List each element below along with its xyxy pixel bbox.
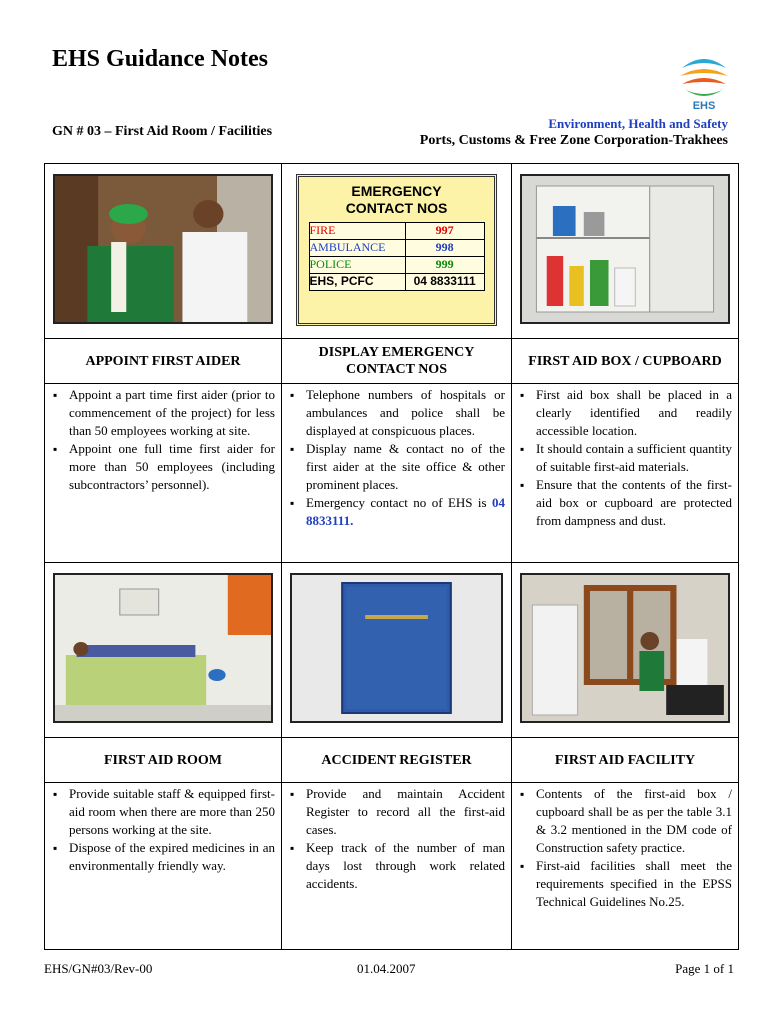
emergency-number: 997 bbox=[405, 223, 484, 240]
section-body-first-aid-facility bbox=[512, 783, 739, 950]
photo-cell-first-aid-facility bbox=[512, 563, 739, 738]
bullet-item: ▪ Appoint a part time first aider (prior to commencement of the project) for less than 50 employees working at site. bbox=[51, 386, 275, 440]
emergency-card-title: EMERGENCY CONTACT NOS bbox=[345, 183, 448, 216]
section-body-display-emergency bbox=[282, 384, 512, 563]
guidance-grid bbox=[44, 163, 739, 950]
ehs-logo bbox=[676, 48, 732, 112]
bullet-item: ▪ Emergency contact no of EHS is 04 8833111. bbox=[288, 494, 505, 530]
footer-page-number: Page 1 of 1 bbox=[675, 961, 734, 976]
emergency-label: FIRE bbox=[309, 223, 405, 240]
bullet-item: ▪ First-aid facilities shall meet the requirements specified in the EPSS Technical Guidelines No.25. bbox=[518, 857, 732, 911]
bullet-item: ▪ Dispose of the expired medicines in an environmentally friendly way. bbox=[51, 839, 275, 875]
bullet-item: ▪ Display name & contact no of the first aider at the site office & other prominent places. bbox=[288, 440, 505, 494]
bullet-item: ▪ First aid box shall be placed in a clearly identified and readily accessible location. bbox=[518, 386, 732, 440]
bullet-item: ▪ Ensure that the contents of the first-aid box or cupboard are protected from dampness and dust. bbox=[518, 476, 732, 530]
emergency-row-fire bbox=[309, 223, 484, 240]
section-body-accident-register bbox=[282, 783, 512, 950]
bullet-item: ▪ Provide suitable staff & equipped first-aid room when there are more than 250 persons working at the site. bbox=[51, 785, 275, 839]
photo-cell-first-aid-room bbox=[45, 563, 282, 738]
emergency-contact-card bbox=[296, 174, 497, 326]
bullet-item: ▪ Provide and maintain Accident Register to record all the first-aid cases. bbox=[288, 785, 505, 839]
accident-register-photo bbox=[290, 573, 503, 723]
emergency-numbers-table bbox=[309, 222, 485, 291]
section-body-first-aid-room bbox=[45, 783, 282, 950]
page-title: EHS Guidance Notes bbox=[52, 46, 269, 72]
first-aid-room-photo bbox=[53, 573, 273, 723]
bullet-item: ▪ Telephone numbers of hospitals or ambulances and police shall be displayed at conspicuous places. bbox=[288, 386, 505, 440]
emergency-row-ambulance bbox=[309, 240, 484, 257]
emergency-number: 04 8833111 bbox=[405, 274, 484, 291]
section-heading-accident-register: ACCIDENT REGISTER bbox=[282, 738, 512, 783]
emergency-row-ehs bbox=[309, 274, 484, 291]
section-body-appoint-first-aider bbox=[45, 384, 282, 563]
first-aid-box-photo bbox=[520, 174, 730, 324]
section-heading-first-aid-room: FIRST AID ROOM bbox=[45, 738, 282, 783]
section-body-first-aid-box bbox=[512, 384, 739, 563]
emergency-label: AMBULANCE bbox=[309, 240, 405, 257]
guidance-note-subtitle: GN # 03 – First Aid Room / Facilities bbox=[52, 124, 273, 139]
section-heading-first-aid-facility: FIRST AID FACILITY bbox=[512, 738, 739, 783]
logo-text: EHS bbox=[692, 100, 716, 112]
bullet-item: ▪ It should contain a sufficient quantity of suitable first-aid materials. bbox=[518, 440, 732, 476]
bullet-item: ▪ Appoint one full time first aider for more than 50 employees (including subcontractors’ personnel). bbox=[51, 440, 275, 494]
emergency-number: 999 bbox=[405, 257, 484, 274]
emergency-number: 998 bbox=[405, 240, 484, 257]
section-heading-display-emergency: DISPLAY EMERGENCY CONTACT NOS bbox=[282, 339, 512, 384]
photo-cell-accident-register bbox=[282, 563, 512, 738]
photo-cell-first-aider bbox=[45, 164, 282, 339]
first-aid-facility-photo bbox=[520, 573, 730, 723]
ehs-phone-number: 04 8833111. bbox=[306, 495, 505, 528]
bullet-item: ▪ Contents of the first-aid box / cupboard shall be as per the table 3.1 & 3.2 mentioned in the DM code of Construction safety practice. bbox=[518, 785, 732, 857]
emergency-card-cell bbox=[282, 164, 512, 339]
photo-cell-first-aid-box bbox=[512, 164, 739, 339]
footer-date: 01.04.2007 bbox=[357, 961, 416, 976]
footer-doc-ref: EHS/GN#03/Rev-00 bbox=[44, 961, 153, 976]
first-aider-photo bbox=[53, 174, 273, 324]
section-heading-appoint-first-aider: APPOINT FIRST AIDER bbox=[45, 339, 282, 384]
bullet-item: ▪ Keep track of the number of man days lost through work related accidents. bbox=[288, 839, 505, 893]
emergency-label: EHS, PCFC bbox=[309, 274, 405, 291]
emergency-row-police bbox=[309, 257, 484, 274]
org-name: Ports, Customs & Free Zone Corporation-Trakhees bbox=[419, 133, 728, 148]
section-heading-first-aid-box: FIRST AID BOX / CUPBOARD bbox=[512, 339, 739, 384]
org-department: Environment, Health and Safety bbox=[548, 116, 728, 131]
emergency-label: POLICE bbox=[309, 257, 405, 274]
